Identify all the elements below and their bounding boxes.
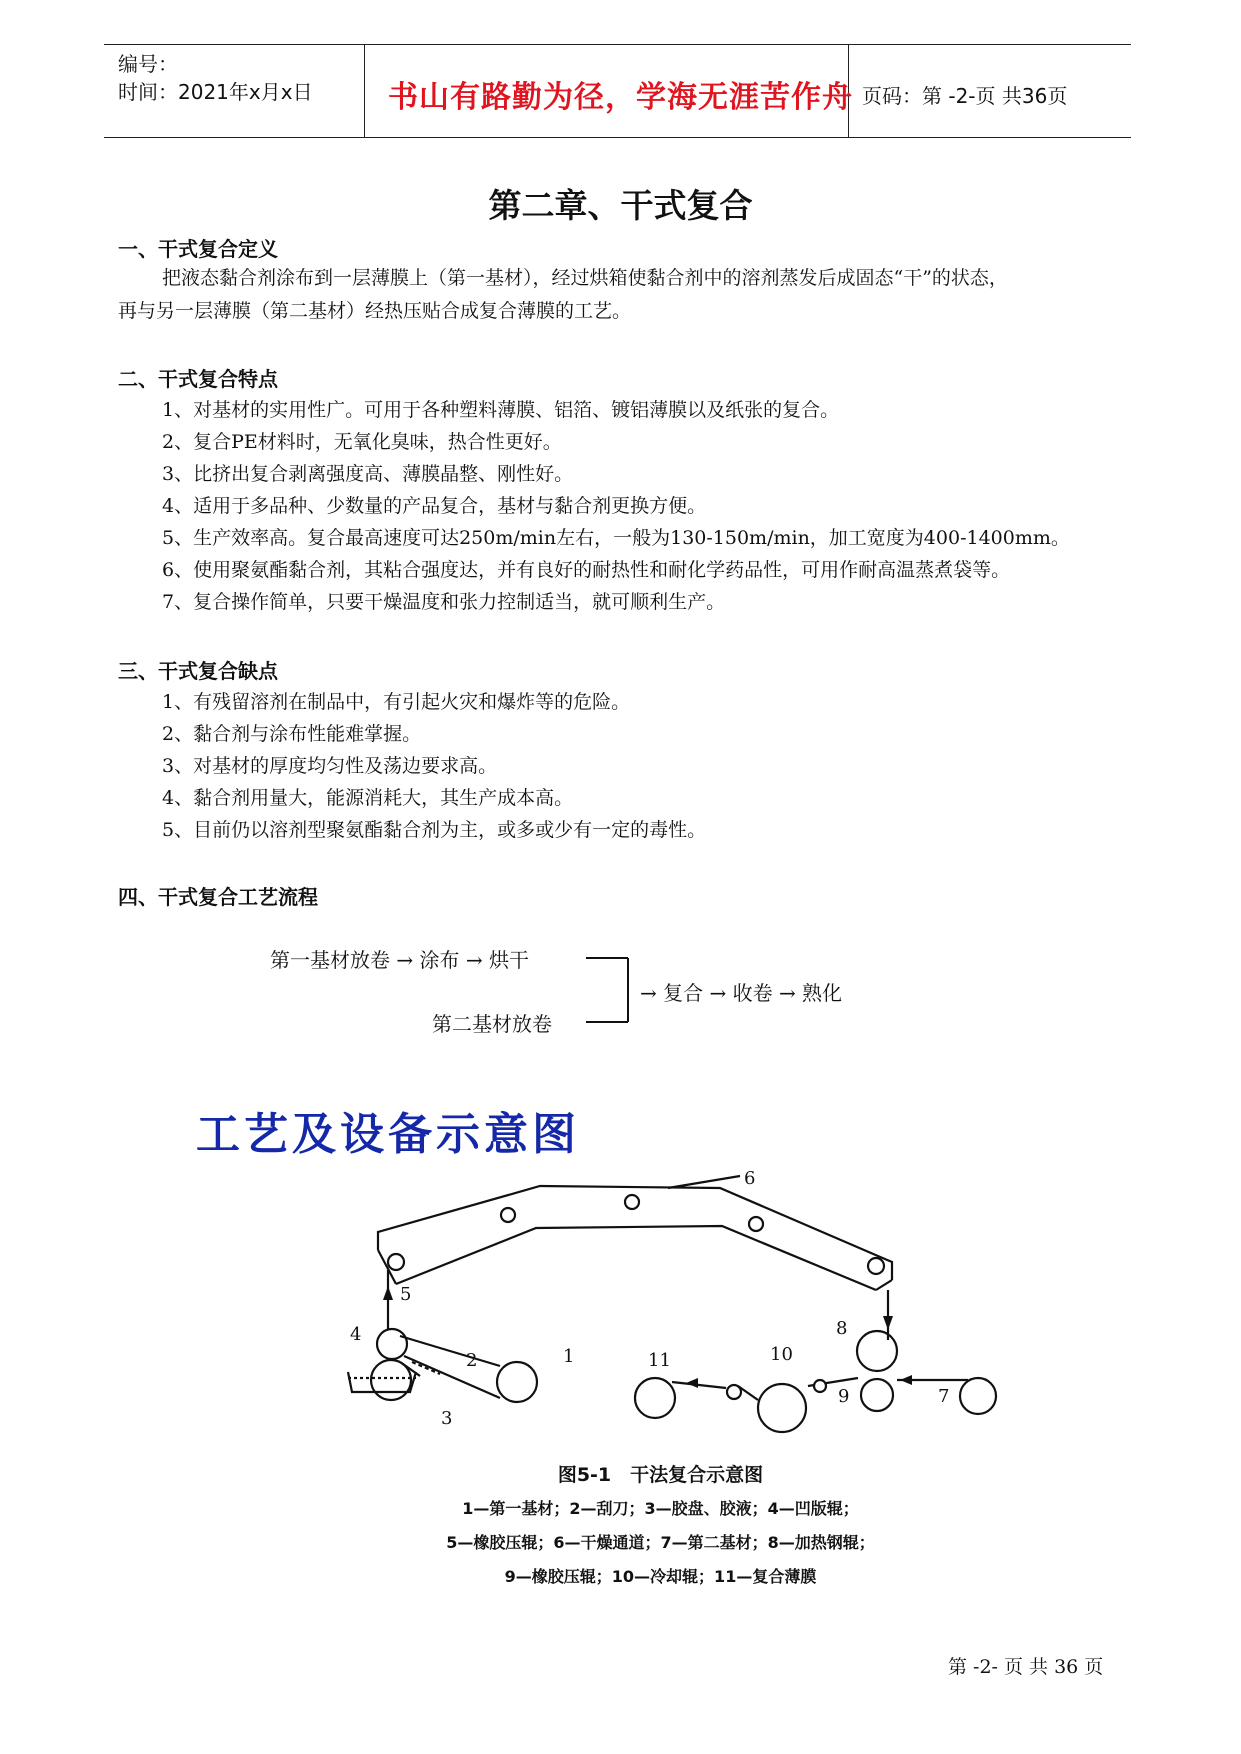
page-info: 页码：第 -2-页 共36页 xyxy=(862,84,1068,108)
page-footer: 第 -2- 页 共 36 页 xyxy=(948,1656,1104,1678)
figure-legend-line-1: 1—第一基材；2—刮刀；3—胶盘、胶液；4—凹版辊； xyxy=(462,1499,859,1518)
page-title: 第二章、干式复合 xyxy=(488,186,753,225)
heated-steel-roller xyxy=(857,1331,897,1371)
time-label: 时间：2021年x月x日 xyxy=(118,80,313,104)
section-heading-process: 四、干式复合工艺流程 xyxy=(118,885,318,909)
list-item: 4、黏合剂用量大，能源消耗大，其生产成本高。 xyxy=(162,787,574,809)
label-11: 11 xyxy=(648,1350,671,1371)
glue-tray xyxy=(348,1372,416,1392)
second-substrate-roll-7 xyxy=(960,1378,996,1414)
rewind-roll-11 xyxy=(635,1378,675,1418)
label-9: 9 xyxy=(838,1386,850,1407)
section-heading-definition: 一、干式复合定义 xyxy=(118,237,278,261)
section-heading-features: 二、干式复合特点 xyxy=(118,367,278,391)
list-item: 5、生产效率高。复合最高速度可达250m/min左右，一般为130-150m/min，加工宽度为400-1400mm。 xyxy=(162,527,1070,549)
list-item: 5、目前仍以溶剂型聚氨酯黏合剂为主，或多或少有一定的毒性。 xyxy=(162,819,707,841)
definition-line-2: 再与另一层薄膜（第二基材）经热压贴合成复合薄膜的工艺。 xyxy=(118,300,632,322)
flow-merge: → 复合 → 收卷 → 熟化 xyxy=(640,981,843,1005)
flow-line-2: 第二基材放卷 xyxy=(432,1012,552,1036)
diagram-title: 工艺及设备示意图 xyxy=(196,1109,580,1160)
flow-line-1: 第一基材放卷 → 涂布 → 烘干 xyxy=(270,948,529,972)
motto: 书山有路勤为径，学海无涯苦作舟 xyxy=(388,80,853,115)
label-2: 2 xyxy=(466,1350,478,1371)
drying-tunnel-inner xyxy=(396,1226,876,1290)
figure-legend-line-2: 5—橡胶压辊；6—干燥通道；7—第二基材；8—加热钢辊； xyxy=(446,1533,875,1552)
list-item: 2、复合PE材料时，无氧化臭味，热合性更好。 xyxy=(162,431,562,453)
label-1: 1 xyxy=(563,1346,575,1367)
figure-caption: 图5-1 干法复合示意图 xyxy=(557,1464,764,1486)
tunnel-roller xyxy=(868,1258,884,1274)
label-6: 6 xyxy=(744,1168,756,1189)
list-item: 1、有残留溶剂在制品中，有引起火灾和爆炸等的危险。 xyxy=(162,691,631,713)
figure-legend-line-3: 9—橡胶压辊；10—冷却辊；11—复合薄膜 xyxy=(504,1567,817,1586)
serial-label: 编号： xyxy=(118,52,178,76)
list-item: 3、比挤出复合剥离强度高、薄膜晶整、刚性好。 xyxy=(162,463,574,485)
guide-roller xyxy=(727,1385,741,1399)
tunnel-roller xyxy=(625,1195,639,1209)
unwind-roll-1 xyxy=(497,1362,537,1402)
rubber-press-roller-5 xyxy=(377,1329,407,1359)
tunnel-roller xyxy=(501,1208,515,1222)
label-3: 3 xyxy=(441,1408,453,1429)
guide-roller xyxy=(814,1380,826,1392)
label-4: 4 xyxy=(350,1324,362,1345)
label-8: 8 xyxy=(836,1318,848,1339)
list-item: 2、黏合剂与涂布性能难掌握。 xyxy=(162,723,422,745)
label-7: 7 xyxy=(938,1386,950,1407)
label-5: 5 xyxy=(400,1284,412,1305)
list-item: 3、对基材的厚度均匀性及荡边要求高。 xyxy=(162,755,498,777)
list-item: 6、使用聚氨酯黏合剂，其粘合强度达，并有良好的耐热性和耐化学药品性，可用作耐高温蒸煮袋等。 xyxy=(162,559,1011,581)
tunnel-roller xyxy=(388,1254,404,1270)
tunnel-roller xyxy=(749,1217,763,1231)
list-item: 1、对基材的实用性广。可用于各种塑料薄膜、铝箔、镀铝薄膜以及纸张的复合。 xyxy=(162,399,840,421)
list-item: 7、复合操作简单，只要干燥温度和张力控制适当，就可顺利生产。 xyxy=(162,591,726,613)
cooling-roller xyxy=(758,1384,806,1432)
section-heading-drawbacks: 三、干式复合缺点 xyxy=(118,659,278,683)
definition-line-1: 把液态黏合剂涂布到一层薄膜上（第一基材），经过烘箱使黏合剂中的溶剂蒸发后成固态“干”的状态， xyxy=(162,267,1008,289)
rubber-press-roller-9 xyxy=(861,1379,893,1411)
label-10: 10 xyxy=(770,1344,793,1365)
list-item: 4、适用于多品种、少数量的产品复合，基材与黏合剂更换方便。 xyxy=(162,495,707,517)
